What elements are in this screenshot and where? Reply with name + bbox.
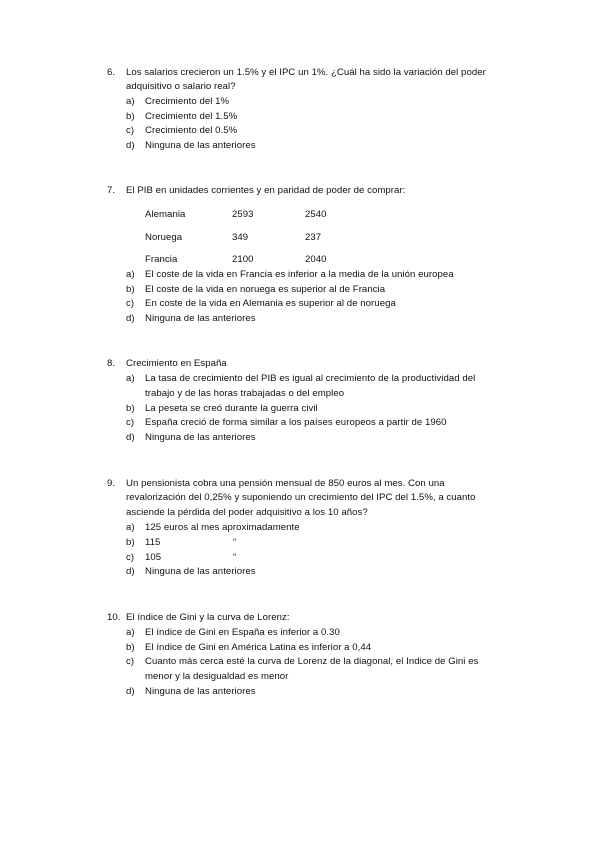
question-number: 10. — [107, 612, 121, 623]
option-text: 105 — [145, 552, 162, 563]
option-letter: d) — [126, 313, 135, 324]
question-stem: Un pensionista cobra una pensión mensual de 850 euros al mes. Con una — [126, 478, 445, 489]
option-letter: a) — [126, 627, 135, 638]
question-number: 9. — [107, 478, 116, 489]
option-letter: a) — [126, 96, 135, 107]
option-letter: c) — [126, 417, 135, 428]
option-text: Ninguna de las anteriores — [145, 686, 256, 697]
option-text: En coste de la vida en Alemania es superior al de noruega — [145, 298, 396, 309]
table-value: 349 — [232, 232, 249, 243]
option-text: El índice de Gini en España es inferior a 0.30 — [145, 627, 340, 638]
option-letter: a) — [126, 269, 135, 280]
option-text: Ninguna de las anteriores — [145, 140, 256, 151]
question-stem: El índice de Gini y la curva de Lorenz: — [126, 612, 290, 623]
option-letter: b) — [126, 537, 135, 548]
option-text: El índice de Gini en América Latina es inferior a 0,44 — [145, 642, 372, 653]
question-stem: Los salarios crecieron un 1.5% y el IPC un 1%. ¿Cuál ha sido la variación del poder — [126, 67, 486, 78]
option-text: El coste de la vida en Francia es inferior a la media de la unión europea — [145, 269, 454, 280]
option-text: trabajo y de las horas trabajadas o del empleo — [145, 388, 345, 399]
question-number: 7. — [107, 185, 116, 196]
option-letter: b) — [126, 111, 135, 122]
option-letter: d) — [126, 140, 135, 151]
table-country: Alemania — [145, 209, 186, 220]
option-text: La peseta se creó durante la guerra civil — [145, 403, 318, 414]
option-letter: d) — [126, 566, 135, 577]
option-text: Crecimiento del 1% — [145, 96, 230, 107]
option-text: Cuanto más cerca esté la curva de Lorenz de la diagonal, el Indice de Gini es — [145, 656, 479, 667]
option-letter: c) — [126, 552, 135, 563]
option-text: El coste de la vida en noruega es superior al de Francia — [145, 284, 386, 295]
option-text: menor y la desigualdad es menor — [145, 671, 289, 682]
option-text: Crecimiento del 0.5% — [145, 125, 238, 136]
option-letter: c) — [126, 298, 135, 309]
table-value: 237 — [305, 232, 322, 243]
option-letter: b) — [126, 642, 135, 653]
question-number: 8. — [107, 358, 116, 369]
ditto-mark: “ — [233, 552, 237, 563]
option-letter: a) — [126, 522, 135, 533]
table-value: 2040 — [305, 254, 327, 265]
table-value: 2593 — [232, 209, 254, 220]
table-country: Noruega — [145, 232, 183, 243]
option-letter: b) — [126, 284, 135, 295]
option-letter: a) — [126, 373, 135, 384]
option-letter: c) — [126, 125, 135, 136]
option-letter: d) — [126, 432, 135, 443]
question-stem: Crecimiento en España — [126, 358, 227, 369]
question-stem: adquisitivo o salario real? — [126, 81, 236, 92]
option-text: 115 — [145, 537, 161, 548]
option-text: Ninguna de las anteriores — [145, 566, 256, 577]
option-text: La tasa de crecimiento del PIB es igual al crecimiento de la productividad del — [145, 373, 476, 384]
table-value: 2100 — [232, 254, 254, 265]
option-text: Crecimiento del 1.5% — [145, 111, 238, 122]
option-letter: d) — [126, 686, 135, 697]
option-letter: c) — [126, 656, 135, 667]
table-country: Francia — [145, 254, 178, 265]
question-stem: El PIB en unidades corrientes y en paridad de poder de comprar: — [126, 185, 406, 196]
question-stem: asciende la pérdida del poder adquisitivo a los 10 años? — [126, 507, 368, 518]
option-text: Ninguna de las anteriores — [145, 313, 256, 324]
ditto-mark: “ — [233, 537, 237, 548]
option-text: España creció de forma similar a los países europeos a partir de 1960 — [145, 417, 447, 428]
option-letter: b) — [126, 403, 135, 414]
option-text: 125 euros al mes aproximadamente — [145, 522, 300, 533]
table-value: 2540 — [305, 209, 327, 220]
question-stem: revalorización del 0,25% y suponiendo un crecimiento del IPC del 1.5%, a cuanto — [126, 492, 476, 503]
option-text: Ninguna de las anteriores — [145, 432, 256, 443]
question-number: 6. — [107, 67, 116, 78]
